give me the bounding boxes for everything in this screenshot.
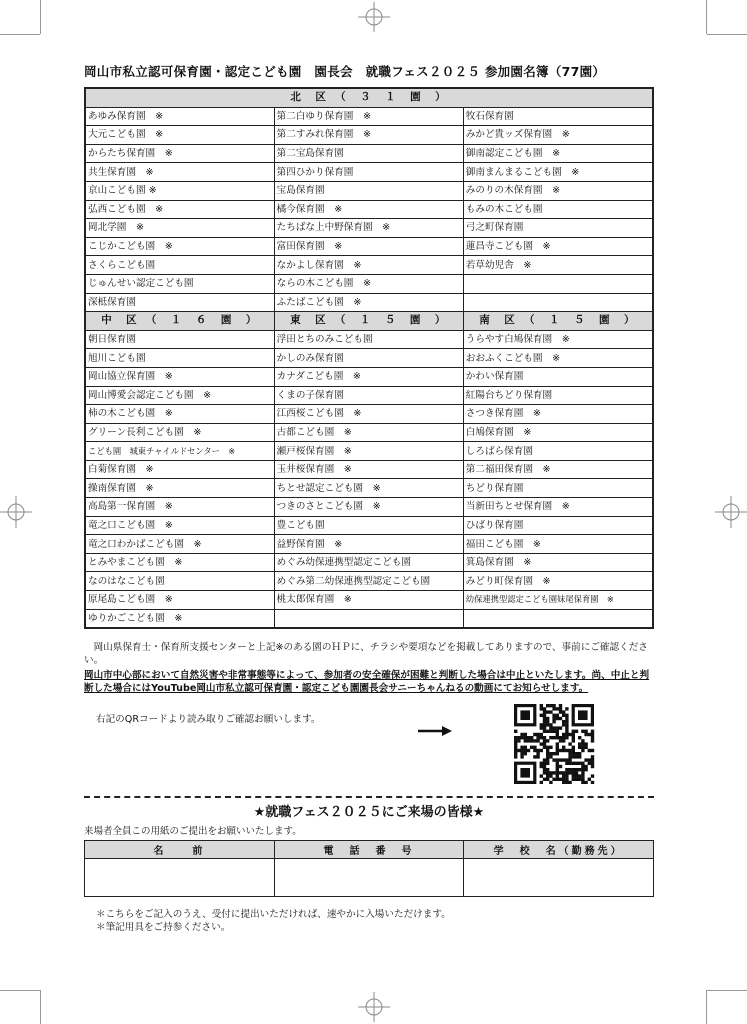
nursery-cell: とみやまこども園 ※ [85,553,274,572]
nursery-cell: つきのさとこども園 ※ [274,498,463,517]
table-row [85,107,653,126]
nursery-cell: 宝島保育園 [274,181,463,200]
table-row [85,460,653,479]
registration-mark [715,496,747,528]
nursery-cell: 福田こども園 ※ [463,535,653,554]
nursery-cell: なのはなこども園 [85,572,274,591]
nursery-cell: 竜之口こども園 ※ [85,516,274,535]
table-row [85,200,653,219]
arrow-right-icon [418,726,452,736]
visit-subtitle: 来場者全員この用紙のご提出をお願いいたします。 [84,826,302,837]
table-row [85,591,653,610]
nursery-cell: こじかこども園 ※ [85,237,274,256]
page-title: 岡山市私立認可保育園・認定こども園 園長会 就職フェス２０２５ 参加園名簿（77園） [84,64,606,79]
table-row [85,386,653,405]
nursery-cell: 若草幼児舎 ※ [463,256,653,275]
footer-note-submit: ＊こちらをご記入のうえ、受付に提出いただければ、速やかに入場いただけます。 [96,909,451,920]
school-field[interactable] [464,859,654,897]
visitor-form [84,840,654,897]
note-qr: 右記のQRコードより読み取りご確認お願いします。 [96,714,321,725]
nursery-cell: ちどり保育園 [463,479,653,498]
table-row [85,181,653,200]
nursery-cell: 玉井桜保育園 ※ [274,460,463,479]
note-website: 岡山県保育士・保育所支援センターと上記※のある園のＨＰに、チラシや要項などを掲載してありますので、事前にご確認ください。 [84,642,648,666]
nursery-cell: 白菊保育園 ※ [85,460,274,479]
table-row [85,535,653,554]
nursery-cell: めぐみ幼保連携型認定こども園 [274,553,463,572]
nursery-cell: グリーン長利こども園 ※ [85,423,274,442]
nursery-cell: 浮田とちのみこども園 [274,330,463,349]
table-row [85,553,653,572]
crop-mark [0,34,40,35]
nursery-cell: 第二宝島保育園 [274,144,463,163]
qr-code-icon[interactable] [509,704,599,784]
crop-mark [706,0,707,34]
table-row [85,442,653,461]
nursery-cell: かわい保育園 [463,367,653,386]
nursery-cell: 江西桜こども園 ※ [274,405,463,424]
nursery-cell: 御南認定こども園 ※ [463,144,653,163]
table-row [85,516,653,535]
nursery-cell [463,274,653,293]
nursery-cell: 紅陽台ちどり保育園 [463,386,653,405]
participant-list [84,87,654,629]
registration-mark [358,2,390,32]
crop-mark [40,0,41,34]
nursery-cell: さつき保育園 ※ [463,405,653,424]
note-cancellation: 岡山市中心部において自然災害や非常事態等によって、参加者の安全確保が困難と判断した場合は中止といたします。尚、中止と判断した場合にはYouTube岡山市私立認可保育園・認定こども園園長会サニーちゃんねるの動画にてお知らせします。 [84,670,650,694]
region-header: 南 区 （ １ ５ 園 ） [463,312,653,331]
nursery-cell: 蓮昌寺こども園 ※ [463,237,653,256]
crop-mark [707,990,747,991]
nursery-cell: 弓之町保育園 [463,219,653,238]
nursery-cell: からたち保育園 ※ [85,144,274,163]
nursery-cell [463,293,653,312]
nursery-cell: 共生保育園 ※ [85,163,274,182]
nursery-cell: あゆみ保育園 ※ [85,107,274,126]
table-row [85,237,653,256]
crop-mark [0,990,40,991]
nursery-cell: 竜之口わかばこども園 ※ [85,535,274,554]
column-school: 学 校 名（勤務先） [464,841,654,859]
table-row [85,423,653,442]
table-row [85,330,653,349]
registration-mark [0,496,32,528]
nursery-cell: 岡山協立保育園 ※ [85,367,274,386]
nursery-cell [463,609,653,628]
nursery-cell: 操南保育園 ※ [85,479,274,498]
nursery-cell: くまの子保育園 [274,386,463,405]
nursery-cell: ひばり保育園 [463,516,653,535]
nursery-cell: めぐみ第二幼保連携型認定こども園 [274,572,463,591]
footer-note-pen: ＊筆記用具をご持参ください。 [96,922,231,933]
region-header-row [85,312,653,331]
nursery-cell: 豊こども園 [274,516,463,535]
name-field[interactable] [85,859,275,897]
nursery-cell: 旭川こども園 [85,349,274,368]
table-row [85,163,653,182]
nursery-cell: ゆりかごこども園 ※ [85,609,274,628]
visit-title: ★就職フェス２０２５にご来場の皆様★ [253,805,485,820]
nursery-cell: 弘西こども園 ※ [85,200,274,219]
registration-mark [358,992,390,1022]
nursery-cell: 第二白ゆり保育園 ※ [274,107,463,126]
nursery-cell: 古都こども園 ※ [274,423,463,442]
column-name: 名 前 [85,841,275,859]
table-row [85,498,653,517]
nursery-cell: 益野保育園 ※ [274,535,463,554]
nursery-cell: さくらこども園 [85,256,274,275]
nursery-cell: 桃太郎保育園 ※ [274,591,463,610]
nursery-cell: 富田保育園 ※ [274,237,463,256]
cut-line [84,796,654,798]
nursery-cell: かしのみ保育園 [274,349,463,368]
table-row [85,609,653,628]
region-header: 東 区 （ １ ５ 園 ） [274,312,463,331]
nursery-cell: みかど貴ッズ保育園 ※ [463,126,653,145]
table-row [85,126,653,145]
nursery-cell: 原尾島こども園 ※ [85,591,274,610]
nursery-cell: 白鳩保育園 ※ [463,423,653,442]
nursery-cell: おおふくこども園 ※ [463,349,653,368]
nursery-cell: 第四ひかり保育園 [274,163,463,182]
nursery-cell [274,609,463,628]
north-header: 北 区 （ ３ １ 園 ） [85,88,653,107]
nursery-cell: うらやす白鳩保育園 ※ [463,330,653,349]
nursery-cell: 深柢保育園 [85,293,274,312]
nursery-cell: 箕島保育園 ※ [463,553,653,572]
nursery-cell: しろばら保育園 [463,442,653,461]
nursery-cell: 朝日保育園 [85,330,274,349]
nursery-cell: もみの木こども園 [463,200,653,219]
table-row [85,572,653,591]
phone-field[interactable] [274,859,464,897]
table-row [85,349,653,368]
nursery-cell: 幼保連携型認定こども園妹尾保育園 ※ [463,591,653,610]
table-row [85,256,653,275]
nursery-cell: 第二福田保育園 ※ [463,460,653,479]
table-row [85,479,653,498]
nursery-cell: 柿の木こども園 ※ [85,405,274,424]
nursery-cell: みどり町保育園 ※ [463,572,653,591]
nursery-cell: 牧石保育園 [463,107,653,126]
nursery-cell: カナダこども園 ※ [274,367,463,386]
table-row [85,144,653,163]
nursery-cell: 岡北学園 ※ [85,219,274,238]
region-header-north [85,88,653,107]
nursery-cell: ふたばこども園 ※ [274,293,463,312]
table-row [85,274,653,293]
crop-mark [40,990,41,1024]
column-phone: 電 話 番 号 [274,841,464,859]
crop-mark [707,34,747,35]
nursery-cell: こども園 城東チャイルドセンター ※ [85,442,274,461]
table-row [85,293,653,312]
nursery-cell: なかよし保育園 ※ [274,256,463,275]
crop-mark [706,990,707,1024]
nursery-cell: ならの木こども園 ※ [274,274,463,293]
nursery-cell: たちばな上中野保育園 ※ [274,219,463,238]
nursery-cell: ちとせ認定こども園 ※ [274,479,463,498]
nursery-cell: じゅんせい認定こども園 [85,274,274,293]
nursery-cell: 当新田ちとせ保育園 ※ [463,498,653,517]
nursery-cell: みのりの木保育園 ※ [463,181,653,200]
table-row [85,405,653,424]
region-header: 中 区 （ １ ６ 園 ） [85,312,274,331]
nursery-cell: 第二すみれ保育園 ※ [274,126,463,145]
nursery-cell: 京山こども園 ※ [85,181,274,200]
table-row [85,367,653,386]
nursery-cell: 高島第一保育園 ※ [85,498,274,517]
nursery-cell: 岡山博愛会認定こども園 ※ [85,386,274,405]
nursery-cell: 御南まんまるこども園 ※ [463,163,653,182]
nursery-cell: 橘今保育園 ※ [274,200,463,219]
nursery-cell: 瀬戸桜保育園 ※ [274,442,463,461]
table-row [85,219,653,238]
nursery-cell: 大元こども園 ※ [85,126,274,145]
